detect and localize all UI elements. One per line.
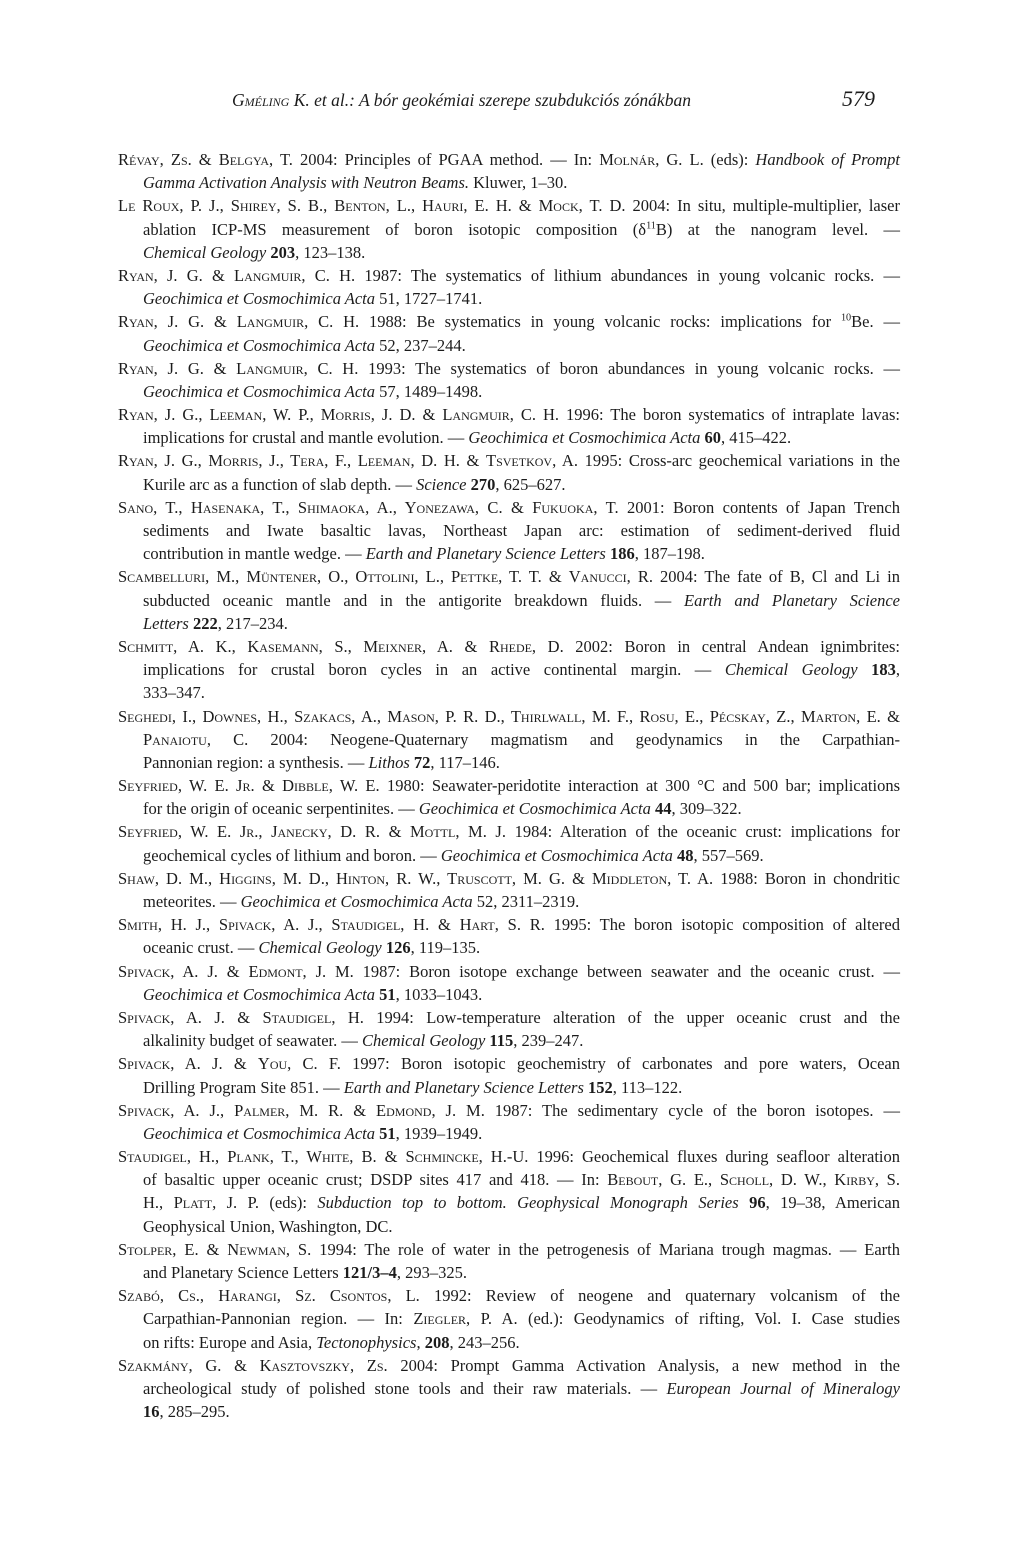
publication-title: Handbook of Prompt (755, 150, 900, 169)
reference-text: & (254, 776, 283, 796)
reference-authors: Dibble, W. E. (282, 776, 380, 796)
reference-authors: Belgya, T. (218, 150, 293, 169)
reference-authors: Ryan, J. G., Leeman, W. P., Morris, J. D. (118, 405, 416, 425)
reference-entry (118, 496, 900, 566)
reference-entry (118, 1052, 900, 1098)
reference-line (118, 1354, 900, 1377)
reference-text: & (204, 312, 237, 332)
volume-number: 186 (609, 544, 635, 564)
publication-title: Geochimica et Cosmochimica Acta (240, 892, 473, 911)
reference-text: 1987: The systematics of lithium abundances in young volcanic rocks. — (355, 265, 900, 285)
reference-authors: H., Platt, J. P. (143, 1193, 260, 1213)
reference-text: 2004: In situ, multiple-multiplier, laser (625, 196, 900, 216)
reference-text: geochemical cycles of lithium and boron. — (143, 845, 441, 865)
reference-text: and Planetary Science Letters (143, 1263, 343, 1282)
publication-title: Earth and Planetary Science (684, 590, 900, 610)
reference-authors: Molnár, G. L. (599, 150, 704, 169)
reference-line (118, 983, 900, 1006)
reference-text: & (217, 961, 249, 981)
publication-title: Geochimica et Cosmochimica Acta (143, 381, 376, 401)
reference-entry (118, 1354, 900, 1424)
reference-text: Kluwer, 1–30. (469, 173, 568, 193)
reference-text: 51, 1727–1741. (375, 289, 483, 309)
reference-entry (118, 194, 900, 264)
reference-text: & (459, 451, 487, 471)
reference-authors: Shaw, D. M., Higgins, M. D., Hinton, R. W., Truscott, M. G. (118, 868, 566, 888)
reference-authors: Seghedi, I., Downes, H., Szakacs, A., Mason, P. R. D., Thirlwall, M. F., Rosu, E., Pécskay, Z., Marton, E. (118, 706, 881, 726)
reference-text: , 119–135. (410, 938, 481, 958)
reference-line (118, 774, 900, 797)
reference-line (118, 1215, 900, 1238)
reference-text: & (221, 1355, 260, 1375)
reference-authors: Stolper, E. (118, 1239, 199, 1259)
publication-title: Earth and Planetary Science Letters (343, 1077, 584, 1097)
reference-line (118, 357, 900, 380)
running-title-author: Gméling (232, 90, 290, 110)
reference-text: (eds): (259, 1193, 318, 1213)
reference-line (118, 519, 900, 542)
volume-number: 115 (489, 1031, 514, 1051)
reference-line (118, 1145, 900, 1168)
publication-title: Letters (143, 613, 189, 633)
volume-number: 48 (676, 845, 694, 865)
reference-entry (118, 1238, 900, 1284)
reference-text: alkalinity budget of seawater. — (143, 1031, 363, 1051)
reference-authors: Mottl, M. J. (410, 822, 506, 842)
volume-number: 51 (379, 984, 396, 1004)
reference-authors: Schmitt, A. K., Kasemann, S., Meixner, A. (118, 636, 453, 656)
reference-authors: Staudigel, H., Plank, T., White, B. (118, 1147, 377, 1167)
reference-text: 2001: Boron contents of Japan Trench (618, 497, 900, 517)
publication-title: Subduction top to bottom. Geophysical Monograph Series (317, 1193, 739, 1213)
publication-title: European Journal of Mineralogy (666, 1378, 900, 1398)
publication-title: Geochimica et Cosmochimica Acta (143, 289, 376, 309)
reference-line (118, 148, 900, 171)
reference-line (118, 890, 900, 913)
volume-number: 203 (270, 242, 296, 262)
reference-authors: Fukuoka, T. (532, 497, 619, 517)
reference-entry (118, 913, 900, 959)
reference-line (118, 449, 900, 472)
reference-text: , 625–627. (495, 474, 566, 494)
publication-title: Geochimica et Cosmochimica Acta (143, 984, 376, 1004)
reference-line (118, 960, 900, 983)
isotope-superscript: 10 (840, 312, 852, 324)
reference-line (118, 171, 900, 194)
reference-line (118, 936, 900, 959)
reference-line (118, 867, 900, 890)
reference-entry (118, 774, 900, 820)
reference-text: & (379, 822, 410, 842)
reference-line (118, 658, 900, 681)
reference-text: & (191, 150, 219, 169)
reference-text: 1987: Boron isotope exchange between seawater and the oceanic crust. — (353, 961, 901, 981)
reference-line (118, 612, 900, 635)
reference-authors: Newman, S. (227, 1239, 312, 1259)
reference-text: , (895, 660, 900, 680)
reference-line (118, 1331, 900, 1354)
reference-text: 52, 237–244. (375, 335, 466, 355)
reference-text: , 1033–1043. (395, 984, 483, 1004)
reference-text: , 415–422. (720, 428, 792, 448)
reference-text: 1984: Alteration of the oceanic crust: implications for (505, 822, 901, 842)
volume-number: 51 (379, 1123, 396, 1143)
reference-entry (118, 449, 900, 495)
reference-text: & (429, 915, 460, 935)
reference-line (118, 218, 900, 241)
reference-entry (118, 565, 900, 635)
reference-text: contribution in mantle wedge. — (143, 544, 366, 564)
reference-text: Be. — (851, 312, 900, 332)
running-title (232, 89, 691, 111)
volume-number: 72 (413, 752, 431, 772)
reference-line (118, 1052, 900, 1075)
reference-text: implications for crustal and mantle evolution. — (143, 428, 469, 448)
reference-entry (118, 1099, 900, 1145)
reference-text: 1992: Review of neogene and quaternary volcanism of the (419, 1286, 901, 1306)
publication-title: Science (416, 474, 467, 494)
reference-text: subducted oceanic mantle and in the antigorite breakdown fluids. — (143, 590, 685, 610)
reference-line (118, 1006, 900, 1029)
reference-text: (eds): (703, 150, 756, 169)
reference-text: , 285–295. (159, 1402, 230, 1422)
reference-text: , 187–198. (634, 544, 705, 564)
reference-authors: Hart, S. R. (459, 915, 545, 935)
reference-authors: Ryan, J. G. (118, 358, 204, 378)
reference-text: archeological study of polished stone tools and their raw materials. — (143, 1378, 667, 1398)
reference-line (118, 705, 900, 728)
reference-text: 1994: Low-temperature alteration of the upper oceanic crust and the (363, 1007, 900, 1027)
reference-line (118, 1191, 900, 1214)
reference-line (118, 380, 900, 403)
reference-entry (118, 960, 900, 1006)
reference-text: & (198, 1239, 228, 1259)
reference-text: , 123–138. (295, 242, 366, 262)
reference-text: 1988: Be systematics in young volcanic rocks: implications for (359, 312, 841, 332)
reference-text: of basaltic upper oceanic crust; DSDP sites 417 and 418. — In: (143, 1170, 608, 1190)
reference-text: on rifts: Europe and Asia, (143, 1332, 317, 1352)
reference-text: , 117–146. (430, 752, 500, 772)
reference-entry (118, 867, 900, 913)
reference-authors: Sano, T., Hasenaka, T., Shimaoka, A., Yonezawa, C. (118, 497, 503, 517)
reference-text: Drilling Program Site 851. — (143, 1077, 344, 1097)
reference-text: oceanic crust. — (143, 938, 259, 958)
reference-entry (118, 357, 900, 403)
reference-authors: Panaiotu, C. (143, 729, 249, 749)
reference-authors: Schmincke, H.-U. (405, 1147, 529, 1167)
reference-authors: Edmond, J. M. (376, 1100, 485, 1120)
reference-text: 57, 1489–1498. (375, 381, 483, 401)
reference-text: , 19–38, American (765, 1193, 901, 1213)
reference-line (118, 1122, 900, 1145)
reference-authors: Scambelluri, M., Müntener, O., Ottolini, L., Pettke, T. T. (118, 567, 542, 587)
reference-line (118, 1076, 900, 1099)
isotope-superscript: 11 (646, 220, 656, 232)
reference-text: & (511, 196, 539, 216)
reference-line (118, 403, 900, 426)
reference-authors: Edmont, J. M. (248, 961, 354, 981)
reference-text: , 557–569. (693, 845, 764, 865)
reference-line (118, 1307, 900, 1330)
reference-text: for the origin of oceanic serpentinites. — (143, 799, 419, 819)
reference-line (118, 194, 900, 217)
reference-text: & (203, 358, 237, 378)
reference-authors: Kasztovszky, Zs. (259, 1355, 388, 1375)
reference-text: , 243–256. (449, 1332, 520, 1352)
volume-number: 60 (704, 428, 721, 448)
reference-line (118, 820, 900, 843)
reference-text: 2002: Boron in central Andean ignimbrites: (563, 636, 900, 656)
reference-text: & (376, 1147, 406, 1167)
reference-line (118, 1400, 900, 1423)
reference-text: (ed.): Geodynamics of rifting, Vol. I. Case studies (517, 1309, 900, 1329)
volume-number: 16 (143, 1402, 160, 1422)
reference-authors: Spivack, A. J. (118, 1007, 225, 1027)
reference-entry (118, 1145, 900, 1238)
reference-line (118, 565, 900, 588)
reference-authors: Ryan, J. G., Morris, J., Tera, F., Leeman, D. H. (118, 451, 460, 471)
reference-text: sediments and Iwate basaltic lavas, Northeast Japan arc: estimation of sediment-derived fluid (143, 521, 900, 540)
reference-text: , 293–325. (396, 1263, 467, 1282)
reference-text: & (222, 1054, 258, 1074)
publication-title: Chemical Geology (362, 1031, 486, 1051)
reference-text: 1995: The boron isotopic composition of altered (544, 915, 900, 935)
reference-entry (118, 820, 900, 866)
reference-text: , 1939–1949. (395, 1123, 483, 1143)
reference-text: meteorites. — (143, 892, 241, 911)
reference-text: 2004: Neogene-Quaternary magmatism and geodynamics in the Carpathian- (248, 729, 900, 749)
reference-authors: You, C. F. (257, 1054, 341, 1074)
reference-authors: Staudigel, H. (262, 1007, 364, 1027)
publication-title: Chemical Geology (258, 938, 382, 958)
publication-title: Chemical Geology (724, 660, 858, 680)
reference-text: Carpathian-Pannonian region. — In: (143, 1309, 414, 1329)
reference-text: implications for crustal boron cycles in an active continental margin. — (143, 660, 725, 680)
reference-line (118, 1377, 900, 1400)
reference-text: Kurile arc as a function of slab depth. — (143, 474, 417, 494)
reference-text: 333–347. (143, 683, 205, 703)
reference-text (858, 660, 872, 679)
reference-authors: Langmuir, C. H. (236, 312, 360, 332)
publication-title: Geochimica et Cosmochimica Acta (418, 799, 651, 819)
reference-authors: Le Roux, P. J., Shirey, S. B., Benton, L., Hauri, E. H. (118, 196, 512, 216)
reference-authors: Szakmány, G. (118, 1355, 222, 1375)
reference-text: 2004: Prompt Gamma Activation Analysis, a new method in the (387, 1355, 900, 1375)
reference-line (118, 241, 900, 264)
reference-text: & (202, 265, 235, 285)
reference-text: & (415, 405, 443, 425)
reference-line (118, 844, 900, 867)
reference-line (118, 310, 900, 333)
reference-text: 1988: Boron in chondritic (713, 868, 900, 888)
reference-entry (118, 705, 900, 775)
reference-text: , 239–247. (513, 1031, 584, 1051)
reference-authors: Spivack, A. J. (118, 961, 218, 981)
publication-title: Geochimica et Cosmochimica Acta (143, 335, 376, 355)
reference-line (118, 426, 900, 449)
reference-authors: Rhede, D. (488, 636, 564, 656)
reference-authors: Vanucci, R. (568, 567, 653, 587)
reference-authors: Middleton, T. A. (592, 868, 714, 888)
reference-text: 1995: Cross-arc geochemical variations in the (577, 451, 900, 471)
publication-title: Chemical Geology (143, 242, 267, 262)
reference-line (118, 1099, 900, 1122)
reference-line (118, 913, 900, 936)
volume-number: 152 (588, 1077, 613, 1097)
publication-title: Gamma Activation Analysis with Neutron Beams. (143, 173, 470, 193)
publication-title: Lithos (368, 752, 410, 772)
reference-authors: Seyfried, W. E. Jr., Janecky, D. R. (118, 822, 380, 842)
reference-authors: Révay, Zs. (118, 150, 192, 169)
reference-text: 1987: The sedimentary cycle of the boron isotopes. — (484, 1100, 900, 1120)
reference-list (118, 148, 900, 1423)
reference-line (118, 797, 900, 820)
reference-text: & (343, 1100, 377, 1120)
reference-text: 1997: Boron isotopic geochemistry of carbonates and pore waters, Ocean (340, 1054, 901, 1074)
reference-line (118, 728, 900, 751)
reference-entry (118, 310, 900, 356)
reference-text: & (502, 497, 533, 517)
reference-text: , 217–234. (217, 613, 288, 633)
running-title-text: K. et al.: A bór geokémiai szerepe szubdukciós zónákban (289, 90, 691, 110)
publication-title: Earth and Planetary Science Letters (365, 544, 606, 564)
reference-entry (118, 403, 900, 449)
reference-authors: Spivack, A. J., Palmer, M. R. (118, 1100, 344, 1120)
reference-text: Geophysical Union, Washington, DC. (143, 1216, 393, 1236)
reference-authors: Mock, T. D. (538, 196, 626, 216)
reference-text: 52, 2311–2319. (472, 892, 580, 911)
reference-line (118, 751, 900, 774)
reference-text: , 309–322. (671, 799, 742, 819)
reference-text: 1996: Geochemical fluxes during seafloor alteration (528, 1147, 900, 1167)
reference-line (118, 542, 900, 565)
reference-line (118, 681, 900, 704)
reference-entry (118, 264, 900, 310)
reference-line (118, 1029, 900, 1052)
reference-text: , 113–122. (612, 1077, 683, 1097)
reference-authors: Langmuir, C. H. (234, 265, 356, 285)
publication-title: Geochimica et Cosmochimica Acta (468, 428, 701, 448)
publication-title: Geochimica et Cosmochimica Acta (440, 845, 673, 865)
volume-number: 183 (871, 660, 896, 680)
page-number: 579 (842, 86, 875, 111)
reference-line (118, 334, 900, 357)
reference-line (118, 473, 900, 496)
reference-line (118, 496, 900, 519)
reference-authors: Seyfried, W. E. Jr. (118, 776, 255, 796)
reference-authors: Ziegler, P. A. (413, 1309, 518, 1329)
reference-authors: Tsvetkov, A. (486, 451, 578, 471)
reference-line (118, 589, 900, 612)
reference-entry (118, 148, 900, 194)
reference-line (118, 264, 900, 287)
reference-text: , (416, 1332, 425, 1352)
reference-authors: Langmuir, C. H. (442, 405, 560, 425)
reference-text: & (541, 567, 569, 587)
reference-authors: Langmuir, C. H. (236, 358, 359, 378)
volume-number: 96 (749, 1193, 766, 1213)
reference-authors: Bebout, G. E., Scholl, D. W., Kirby, S. (607, 1170, 900, 1190)
reference-authors: Ryan, J. G. (118, 265, 203, 285)
reference-text: 1993: The systematics of boron abundances in young volcanic rocks. — (358, 358, 900, 378)
reference-text: & (880, 706, 900, 726)
reference-authors: Smith, H. J., Spivack, A. J., Staudigel, H. (118, 915, 430, 935)
reference-text: 1980: Seawater-peridotite interaction at 300 °C and 500 bar; implications (379, 776, 901, 796)
reference-text: ablation ICP-MS measurement of boron isotopic composition (δ (143, 219, 647, 239)
reference-entry (118, 635, 900, 705)
volume-number: 126 (385, 938, 411, 958)
reference-line (118, 635, 900, 658)
reference-line (118, 1238, 900, 1261)
reference-authors: Spivack, A. J. (118, 1054, 223, 1074)
reference-line (118, 1284, 900, 1307)
reference-text: 2004: Principles of PGAA method. — In: (292, 150, 600, 169)
reference-text: 2004: The fate of B, Cl and Li in (653, 567, 900, 587)
reference-line (118, 1261, 900, 1284)
reference-text: 1996: The boron systematics of intraplate lavas: (559, 405, 901, 425)
reference-authors: Szabó, Cs., Harangi, Sz. Csontos, L. (118, 1286, 420, 1306)
reference-text: B) at the nanogram level. — (655, 219, 901, 239)
reference-text: Pannonian region: a synthesis. — (143, 752, 369, 772)
volume-number: 222 (192, 613, 218, 633)
reference-entry (118, 1006, 900, 1052)
reference-line (118, 287, 900, 310)
reference-text: & (565, 868, 592, 888)
publication-title: Tectonophysics (316, 1332, 417, 1352)
reference-text (739, 1193, 749, 1212)
reference-text: & (224, 1007, 263, 1027)
reference-text: 1994: The role of water in the petrogenesis of Mariana trough magmas. — Earth (311, 1239, 900, 1259)
volume-number: 121/3–4 (342, 1263, 397, 1282)
volume-number: 270 (470, 474, 496, 494)
volume-number: 44 (654, 799, 672, 819)
reference-authors: Ryan, J. G. (118, 312, 205, 332)
reference-line (118, 1168, 900, 1191)
reference-entry (118, 1284, 900, 1354)
reference-text: & (452, 636, 489, 656)
volume-number: 208 (424, 1332, 450, 1352)
publication-title: Geochimica et Cosmochimica Acta (143, 1123, 376, 1143)
